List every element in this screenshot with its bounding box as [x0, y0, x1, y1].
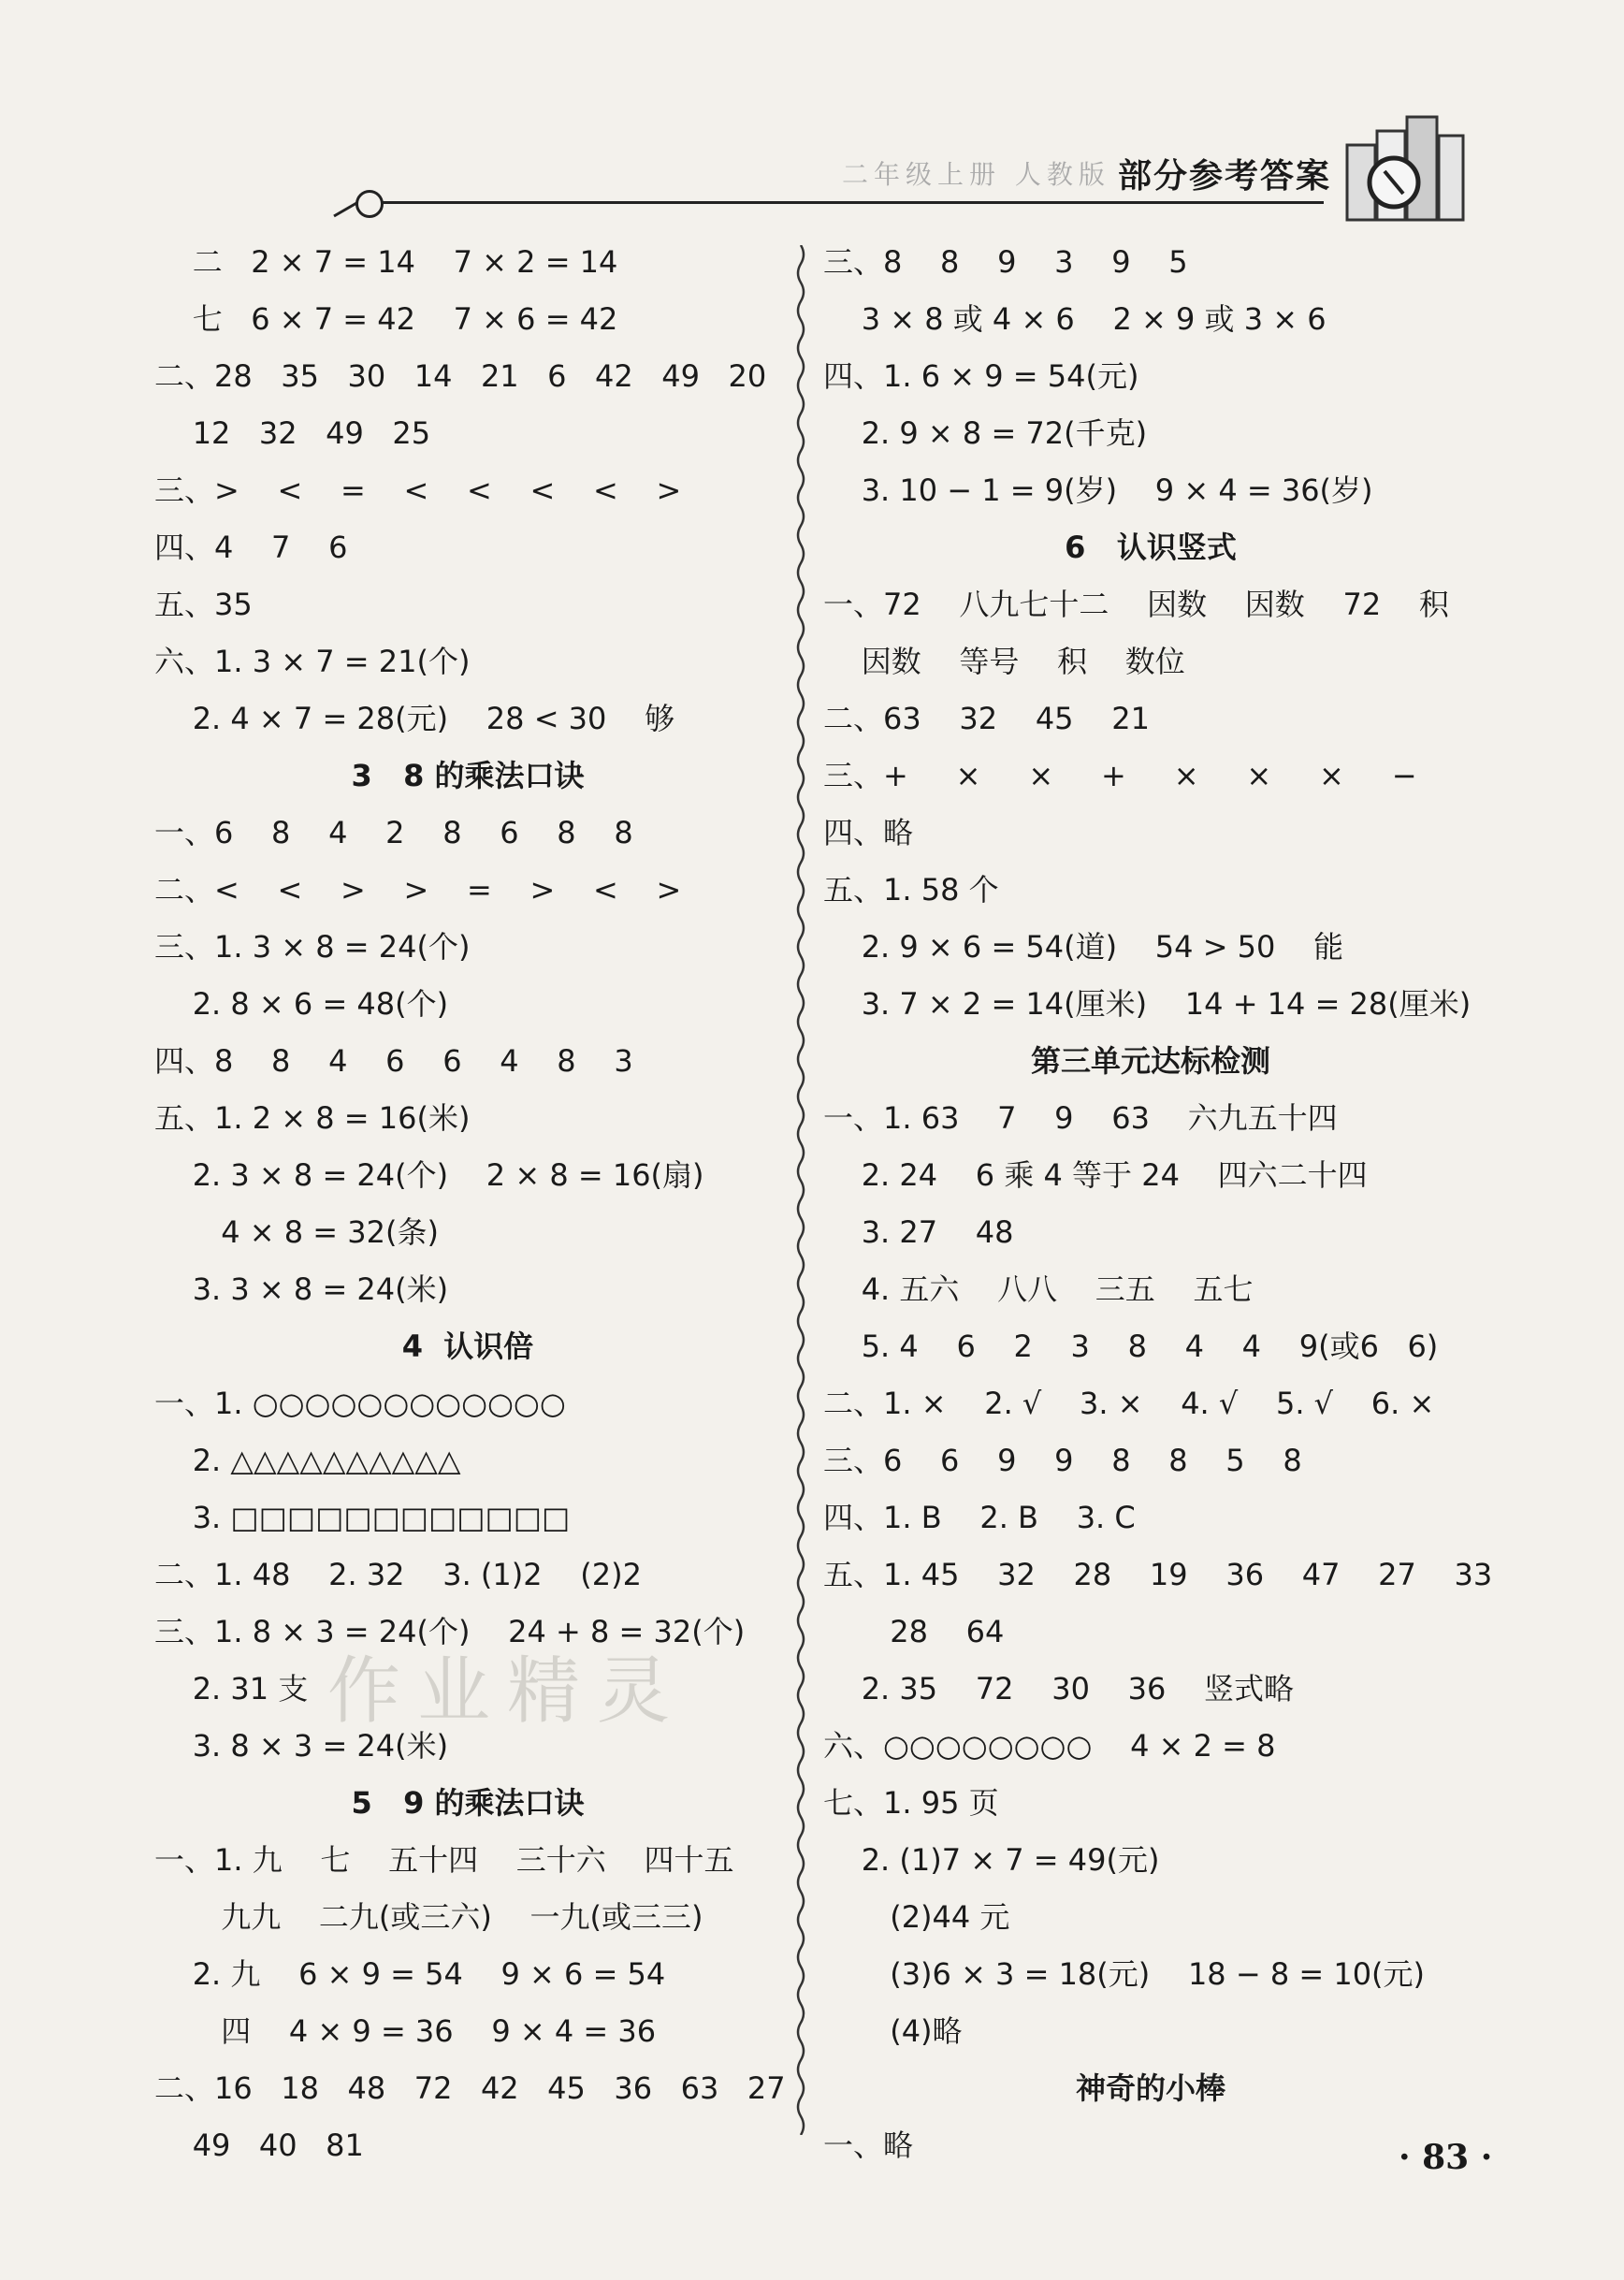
answer-line: 六、○○○○○○○○ 4 × 2 = 8 [823, 1728, 1276, 1764]
answer-line: 四、1. 6 × 9 = 54(元) [823, 358, 1139, 394]
page-header [0, 0, 1624, 243]
answer-line: 2. 31 支 [154, 1671, 309, 1706]
answer-line: 二、16 18 48 72 42 45 36 63 27 [154, 2070, 786, 2106]
section-heading: 6 认识竖式 [1065, 530, 1237, 565]
answer-line: (4)略 [823, 2013, 963, 2049]
watermark: 作业精灵 [327, 1649, 688, 1734]
answer-line: 2. 35 72 30 36 竖式略 [823, 1671, 1295, 1706]
left-answer-column [154, 234, 786, 2174]
answer-line: 一、72 八九七十二 因数 因数 72 积 [823, 587, 1449, 622]
answer-line: 三、1. 8 × 3 = 24(个) 24 + 8 = 32(个) [154, 1614, 746, 1649]
answer-line: 12 32 49 25 [154, 415, 431, 451]
answer-line: 49 40 81 [154, 2128, 364, 2163]
answer-line: 五、1. 45 32 28 19 36 47 27 33 [823, 1557, 1493, 1592]
answer-line: 四、1. B 2. B 3. C [823, 1500, 1136, 1535]
answer-line: 因数 等号 积 数位 [823, 644, 1185, 679]
answer-line: 2. 9 × 8 = 72(千克) [823, 415, 1148, 451]
answer-line: 四、8 8 4 6 6 4 8 3 [154, 1043, 633, 1079]
page-number: · 83 · [1399, 2138, 1493, 2177]
answer-line: 五、1. 58 个 [823, 872, 999, 908]
answer-line: 5. 4 6 2 3 8 4 4 9(或6 6) [823, 1329, 1439, 1364]
answer-line: 3. □□□□□□□□□□□□ [154, 1500, 571, 1535]
answer-line: 一、1. ○○○○○○○○○○○○ [154, 1386, 566, 1421]
answer-line: 4 × 8 = 32(条) [154, 1214, 439, 1250]
answer-line: 一、1. 九 七 五十四 三十六 四十五 [154, 1842, 734, 1878]
answer-line: 3 × 8 或 4 × 6 2 × 9 或 3 × 6 [823, 301, 1327, 337]
answer-line: 七 6 × 7 = 42 7 × 6 = 42 [154, 301, 618, 337]
answer-line: (2)44 元 [823, 1899, 1010, 1935]
answer-line: (3)6 × 3 = 18(元) 18 − 8 = 10(元) [823, 1956, 1426, 1992]
answer-line: 2. 3 × 8 = 24(个) 2 × 8 = 16(扇) [154, 1157, 704, 1193]
answer-line: 三、6 6 9 9 8 8 5 8 [823, 1443, 1302, 1478]
answer-line: 二、1. 48 2. 32 3. (1)2 (2)2 [154, 1557, 642, 1592]
answer-line: 九九 二九(或三六) 一九(或三三) [154, 1899, 703, 1935]
answer-line: 4. 五六 八八 三五 五七 [823, 1271, 1254, 1307]
answer-line: 三、> < = < < < < > [154, 472, 682, 508]
column-divider [793, 245, 808, 2135]
answer-line: 2. 4 × 7 = 28(元) 28 < 30 够 [154, 701, 675, 736]
section-heading: 3 8 的乘法口诀 [351, 758, 585, 793]
answer-line: 五、1. 2 × 8 = 16(米) [154, 1100, 471, 1136]
section-heading: 4 认识倍 [401, 1329, 534, 1364]
answer-line: 五、35 [154, 587, 253, 622]
answer-line: 28 64 [823, 1614, 1005, 1649]
answer-line: 三、8 8 9 3 9 5 [823, 244, 1188, 280]
header-subtitle: 二年级上册 人教版 [842, 159, 1110, 190]
right-answer-column [823, 234, 1493, 2174]
answer-line: 二 2 × 7 = 14 7 × 2 = 14 [154, 244, 618, 280]
answer-line: 六、1. 3 × 7 = 21(个) [154, 644, 471, 679]
answer-line: 2. 9 × 6 = 54(道) 54 > 50 能 [823, 929, 1344, 965]
answer-line: 七、1. 95 页 [823, 1785, 999, 1821]
answer-line: 2. (1)7 × 7 = 49(元) [823, 1842, 1160, 1878]
answer-line: 一、略 [823, 2128, 914, 2163]
answer-line: 3. 27 48 [823, 1214, 1014, 1250]
answer-line: 3. 7 × 2 = 14(厘米) 14 + 14 = 28(厘米) [823, 986, 1472, 1022]
answer-line: 四、略 [823, 815, 914, 850]
answer-line: 一、6 8 4 2 8 6 8 8 [154, 815, 633, 850]
answer-line: 3. 10 − 1 = 9(岁) 9 × 4 = 36(岁) [823, 472, 1373, 508]
answer-line: 3. 8 × 3 = 24(米) [154, 1728, 449, 1764]
answer-line: 四、4 7 6 [154, 530, 348, 565]
answer-line: 2. 九 6 × 9 = 54 9 × 6 = 54 [154, 1956, 666, 1992]
answer-line: 一、1. 63 7 9 63 六九五十四 [823, 1100, 1338, 1136]
section-heading: 第三单元达标检测 [1030, 1043, 1270, 1079]
answer-line: 二、63 32 45 21 [823, 701, 1150, 736]
answer-line: 三、1. 3 × 8 = 24(个) [154, 929, 471, 965]
header-rule [360, 201, 1324, 204]
answer-line: 四 4 × 9 = 36 9 × 4 = 36 [154, 2013, 657, 2049]
section-heading: 神奇的小棒 [1075, 2070, 1225, 2106]
answer-line: 2. 24 6 乘 4 等于 24 四六二十四 [823, 1157, 1368, 1193]
answer-line: 2. 8 × 6 = 48(个) [154, 986, 449, 1022]
answer-line: 3. 3 × 8 = 24(米) [154, 1271, 449, 1307]
answer-line: 三、+ × × + × × × − [823, 758, 1417, 793]
answer-line: 二、< < > > = > < > [154, 872, 682, 908]
answer-line: 二、1. × 2. √ 3. × 4. √ 5. √ 6. × [823, 1386, 1435, 1421]
answer-line: 二、28 35 30 14 21 6 42 49 20 [154, 358, 767, 394]
answer-line: 2. △△△△△△△△△△ [154, 1443, 461, 1478]
section-heading: 5 9 的乘法口诀 [351, 1785, 585, 1821]
books-icon [1338, 108, 1469, 225]
header-title: 部分参考答案 [1118, 157, 1332, 196]
magnifier-icon [355, 190, 384, 218]
